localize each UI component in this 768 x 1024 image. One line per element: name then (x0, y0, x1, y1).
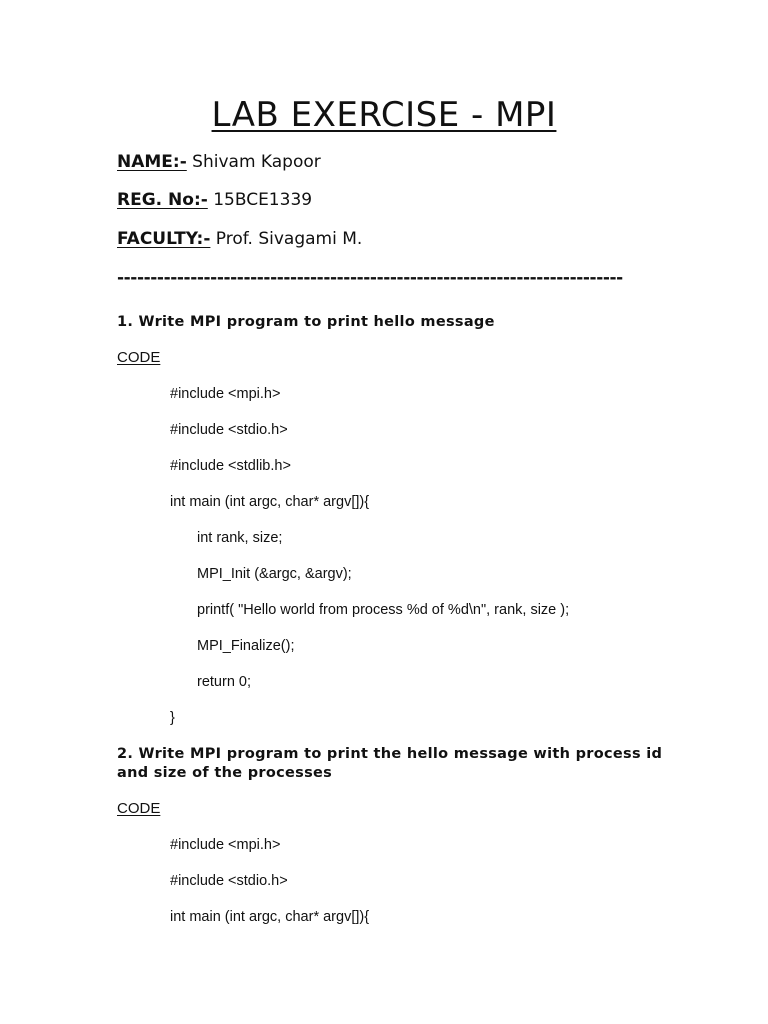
code-line: #include <stdio.h> (170, 422, 288, 438)
reg-line (117, 188, 312, 212)
name-value: Shivam Kapoor (186, 152, 321, 172)
question-1: 1. Write MPI program to print hello message (117, 314, 495, 330)
faculty-label: FACULTY:- (117, 229, 211, 249)
code-line: int main (int argc, char* argv[]){ (170, 494, 370, 510)
code-line: printf( "Hello world from process %d of %d\n", rank, size ); (197, 602, 570, 618)
reg-label: REG. No:- (117, 190, 208, 210)
separator-line: ---------------------------------------------------------------------------- (117, 268, 623, 288)
name-line (117, 150, 321, 174)
code-label-2: CODE (117, 800, 161, 817)
faculty-value: Prof. Sivagami M. (210, 229, 363, 249)
code-line: } (170, 710, 175, 726)
code-line: #include <stdlib.h> (170, 458, 291, 474)
reg-value: 15BCE1339 (207, 190, 313, 210)
name-label: NAME:- (117, 152, 187, 172)
code-line: #include <stdio.h> (170, 873, 288, 889)
code-line: MPI_Init (&argc, &argv); (197, 566, 352, 582)
code-line: return 0; (197, 674, 251, 690)
code-label-1: CODE (117, 349, 161, 366)
code-line: #include <mpi.h> (170, 837, 281, 853)
code-line: MPI_Finalize(); (197, 638, 295, 654)
question-2: 2. Write MPI program to print the hello message with process id and size of the processes (117, 746, 663, 781)
faculty-line (117, 227, 362, 251)
code-line: #include <mpi.h> (170, 386, 281, 402)
code-line: int rank, size; (197, 530, 283, 546)
code-line: int main (int argc, char* argv[]){ (170, 909, 370, 925)
page-title: LAB EXERCISE - MPI (211, 95, 557, 135)
